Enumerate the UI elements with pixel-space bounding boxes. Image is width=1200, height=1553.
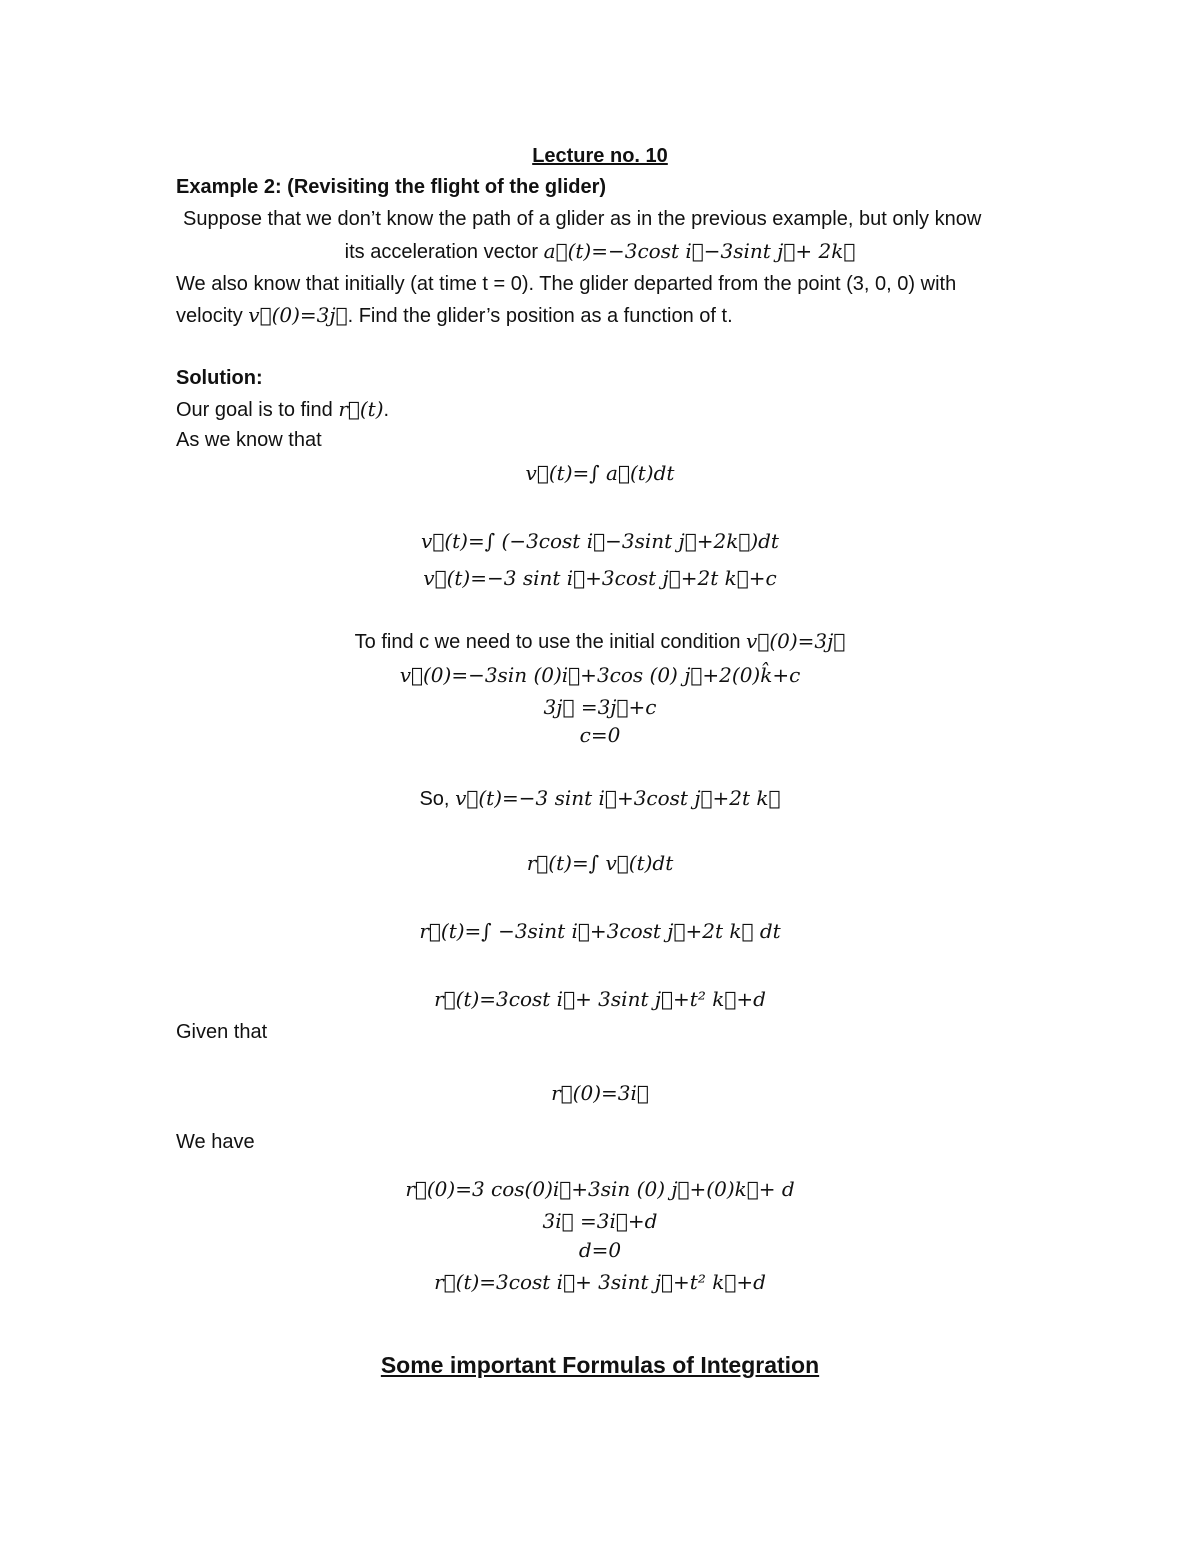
problem-line-2 (0, 238, 1200, 265)
solution-label: Solution: (176, 367, 263, 389)
equation-10: r⃗(t)=3cost i⃗+ 3sint j⃗+t² k⃗+d (434, 987, 766, 1011)
goal-text: Our goal is to find (176, 399, 333, 421)
equation-15: r⃗(t)=3cost i⃗+ 3sint j⃗+t² k⃗+d (434, 1270, 766, 1294)
equation-12: r⃗(0)=3 cos(0)i⃗+3sin (0) j⃗+(0)k⃗+ d (405, 1177, 795, 1201)
equation-14: d=0 (578, 1238, 622, 1262)
condition-line (0, 628, 1200, 655)
equation-13: 3i⃗ =3i⃗+d (542, 1209, 658, 1233)
condition-math: v⃗(0)=3j⃗ (746, 629, 846, 653)
equation-2: v⃗(t)=∫ (−3cost i⃗−3sint j⃗+2k⃗)dt (421, 529, 779, 553)
goal-line (176, 396, 389, 423)
example-heading: Example 2: (Revisiting the flight of the glider) (176, 176, 607, 198)
given-that: Given that (176, 1021, 268, 1043)
condition-text: To find c we need to use the initial condition (354, 631, 741, 653)
initial-velocity-equation: v⃗(0)=3j⃗ (248, 303, 348, 327)
so-line (0, 785, 1200, 812)
equation-11: r⃗(0)=3i⃗ (551, 1081, 649, 1105)
equation-4: v⃗(0)=−3sin (0)i⃗+3cos (0) j⃗+2(0)k̂+c (399, 663, 801, 687)
problem-line-3: We also know that initially (at time t = 0). The glider departed from the point (3, 0, 0) with (176, 273, 957, 295)
equation-1: v⃗(t)=∫ a⃗(t)dt (525, 461, 675, 485)
section-title: Some important Formulas of Integration (380, 1352, 820, 1378)
problem-line-2-text: its acceleration vector (344, 241, 539, 263)
equation-6: c=0 (579, 723, 621, 747)
problem-line-1: Suppose that we don’t know the path of a glider as in the previous example, but only know (183, 208, 982, 230)
we-have: We have (176, 1131, 255, 1153)
acceleration-equation: a⃗(t)=−3cost i⃗−3sint j⃗+ 2k⃗ (543, 239, 856, 263)
equation-3: v⃗(t)=−3 sint i⃗+3cost j⃗+2t k⃗+c (423, 566, 777, 590)
so-text: So, (419, 788, 450, 810)
equation-7: v⃗(t)=−3 sint i⃗+3cost j⃗+2t k⃗ (455, 786, 781, 810)
equation-9: r⃗(t)=∫ −3sint i⃗+3cost j⃗+2t k⃗ dt (419, 919, 781, 943)
equation-8: r⃗(t)=∫ v⃗(t)dt (526, 851, 674, 875)
problem-line-4-pre: velocity (176, 305, 243, 327)
goal-math: r⃗(t) (338, 397, 384, 421)
lecture-title: Lecture no. 10 (532, 145, 668, 167)
as-we-know: As we know that (176, 429, 322, 451)
equation-5: 3j⃗ =3j⃗+c (543, 695, 657, 719)
goal-end: . (383, 399, 390, 421)
problem-line-4-post: . Find the glider’s position as a function of t. (347, 305, 733, 327)
problem-line-4 (176, 302, 733, 329)
